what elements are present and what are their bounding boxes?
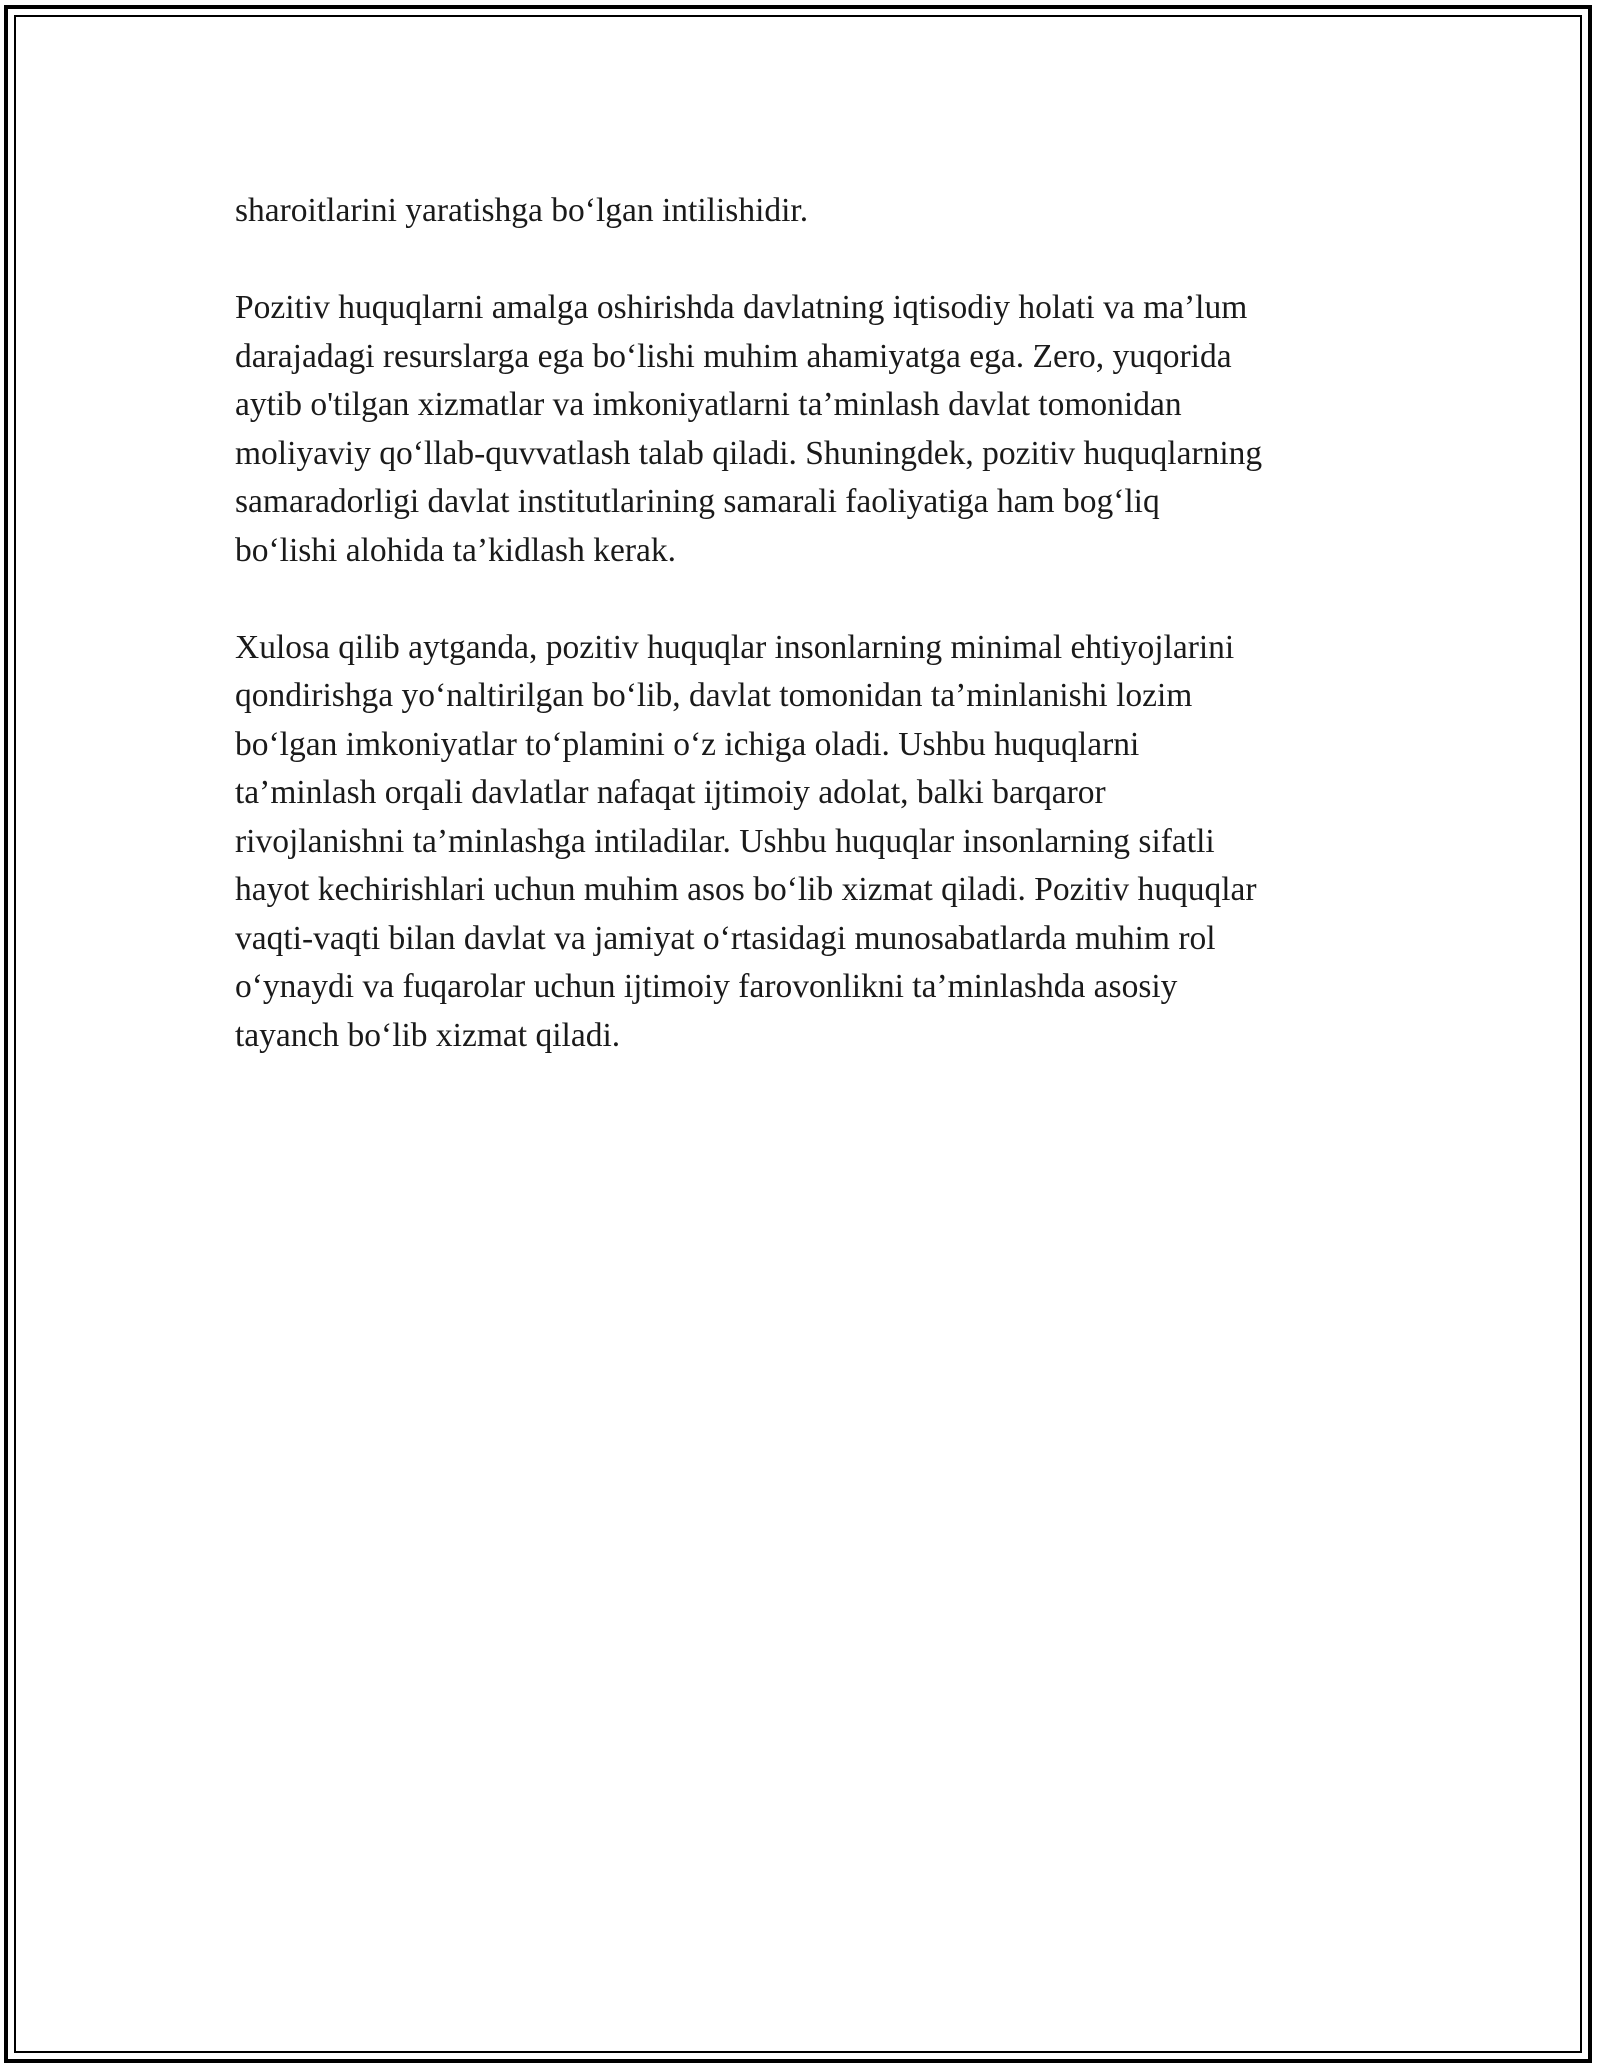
text-line: hayot kechirishlari uchun muhim asos bo‘lib xizmat qiladi. Pozitiv huquqlar bbox=[235, 871, 1257, 908]
text-line: bo‘lishi alohida ta’kidlash kerak. bbox=[235, 531, 676, 569]
text-line: sharoitlarini yaratishga bo‘lgan intilishidir. bbox=[235, 192, 809, 229]
text-line: qondirishga yo‘naltirilgan bo‘lib, davlat tomonidan ta’minlanishi lozim bbox=[235, 677, 1193, 714]
text-line: samaradorligi davlat institutlarining samarali faoliyatiga ham bog‘liq bbox=[235, 483, 1160, 520]
text-line: bo‘lgan imkoniyatlar to‘plamini o‘z ichiga oladi. Ushbu huquqlarni bbox=[235, 725, 1140, 763]
text-line: o‘ynaydi va fuqarolar uchun ijtimoiy farovonlikni ta’minlashda asosiy bbox=[235, 968, 1178, 1005]
paragraph-2 bbox=[235, 284, 1385, 575]
text-line: rivojlanishni ta’minlashga intiladilar. Ushbu huquqlar insonlarning sifatli bbox=[235, 822, 1215, 860]
text-line: Pozitiv huquqlarni amalga oshirishda davlatning iqtisodiy holati va ma’lum bbox=[235, 289, 1248, 326]
text-line: aytib o'tilgan xizmatlar va imkoniyatlarni ta’minlash davlat tomonidan bbox=[235, 386, 1182, 423]
text-line: vaqti-vaqti bilan davlat va jamiyat o‘rtasidagi munosabatlarda muhim rol bbox=[235, 919, 1216, 957]
document-body bbox=[235, 187, 1385, 1109]
text-line: tayanch bo‘lib xizmat qiladi. bbox=[235, 1016, 621, 1054]
text-line: moliyaviy qo‘llab-quvvatlash talab qiladi. Shuningdek, pozitiv huquqlarning bbox=[235, 434, 1263, 472]
text-line: Xulosa qilib aytganda, pozitiv huquqlar insonlarning minimal ehtiyojlarini bbox=[235, 628, 1235, 666]
paragraph-3 bbox=[235, 624, 1385, 1061]
text-line: darajadagi resurslarga ega bo‘lishi muhim ahamiyatga ega. Zero, yuqorida bbox=[235, 337, 1232, 375]
text-line: ta’minlash orqali davlatlar nafaqat ijtimoiy adolat, balki barqaror bbox=[235, 774, 1106, 811]
paragraph-1 bbox=[235, 187, 1385, 236]
